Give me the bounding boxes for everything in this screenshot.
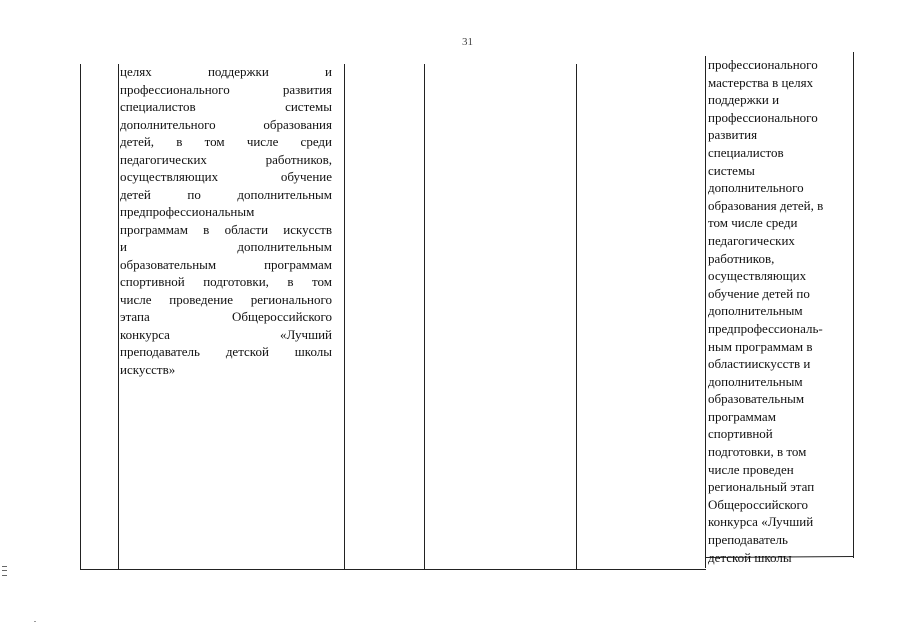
text-line: том числе среди (708, 215, 798, 231)
text-line: областиискусств и (708, 356, 811, 372)
text-line: числе проведен (708, 461, 794, 477)
text-line: дополнительного образования (120, 116, 332, 132)
text-line: спортивной (708, 426, 773, 442)
text-line: и дополнительным (120, 239, 332, 254)
text-line: программам в области искусств (120, 221, 332, 237)
text-line: спортивной подготовки, в том (120, 274, 332, 289)
table-border-col4 (576, 64, 577, 570)
text-line: специалистов (708, 144, 784, 160)
table-border-bottom (80, 569, 706, 570)
table-border-col3 (424, 64, 425, 570)
text-line: искусств» (120, 361, 176, 377)
text-line: профессионального (708, 57, 818, 72)
table-border-col5 (705, 56, 706, 568)
text-line: педагогических работников, (120, 151, 332, 167)
text-line: числе проведение регионального (120, 291, 332, 307)
table-border-col2 (344, 64, 345, 570)
text-line: дополнительного (708, 180, 804, 196)
scan-speck (34, 621, 36, 622)
text-line: конкурса «Лучший (120, 326, 332, 342)
text-line: целях поддержки и (120, 64, 332, 79)
text-line: этапа Общероссийского (120, 309, 332, 324)
text-line: осуществляющих обучение (120, 169, 332, 184)
text-line: развития (708, 127, 758, 143)
text-line: детей, в том числе среди (120, 134, 332, 149)
text-line: дополнительным (708, 303, 803, 319)
text-line: программам (708, 408, 776, 424)
text-line: образовательным (708, 391, 805, 407)
text-line: мастерства в целях (708, 74, 814, 90)
page-number: 31 (462, 36, 473, 48)
text-line: образовательным программам (120, 256, 332, 272)
text-line: преподаватель детской школы (120, 344, 332, 359)
cell-col2-text (120, 63, 332, 378)
table-border-right (853, 52, 854, 558)
text-line: ным программам в (708, 338, 813, 354)
table-border-left (80, 64, 81, 570)
text-line: поддержки и (708, 92, 780, 108)
text-line: региональный этап (708, 479, 815, 495)
text-line: обучение детей по (708, 285, 810, 301)
text-line: осуществляющих (708, 268, 807, 284)
binding-margin-mark (2, 566, 7, 576)
cell-col5-text (708, 56, 850, 566)
text-line: детской школы (708, 549, 792, 565)
text-line: преподаватель (708, 532, 788, 548)
text-line: конкурса «Лучший (708, 514, 814, 530)
text-line: образования детей, в (708, 197, 824, 213)
text-line: профессионального развития (120, 81, 332, 97)
text-line: Общероссийского (708, 496, 808, 512)
text-line: детей по дополнительным (120, 186, 332, 202)
text-line: предпрофессиональным (120, 204, 255, 219)
text-line: специалистов системы (120, 99, 332, 114)
text-line: подготовки, в том (708, 444, 807, 460)
text-line: предпрофессиональ- (708, 320, 823, 336)
text-line: системы (708, 162, 755, 178)
table-border-col1 (118, 64, 119, 570)
text-line: дополнительным (708, 373, 803, 389)
text-line: педагогических (708, 232, 795, 248)
text-line: работников, (708, 250, 775, 266)
text-line: профессионального (708, 109, 818, 125)
